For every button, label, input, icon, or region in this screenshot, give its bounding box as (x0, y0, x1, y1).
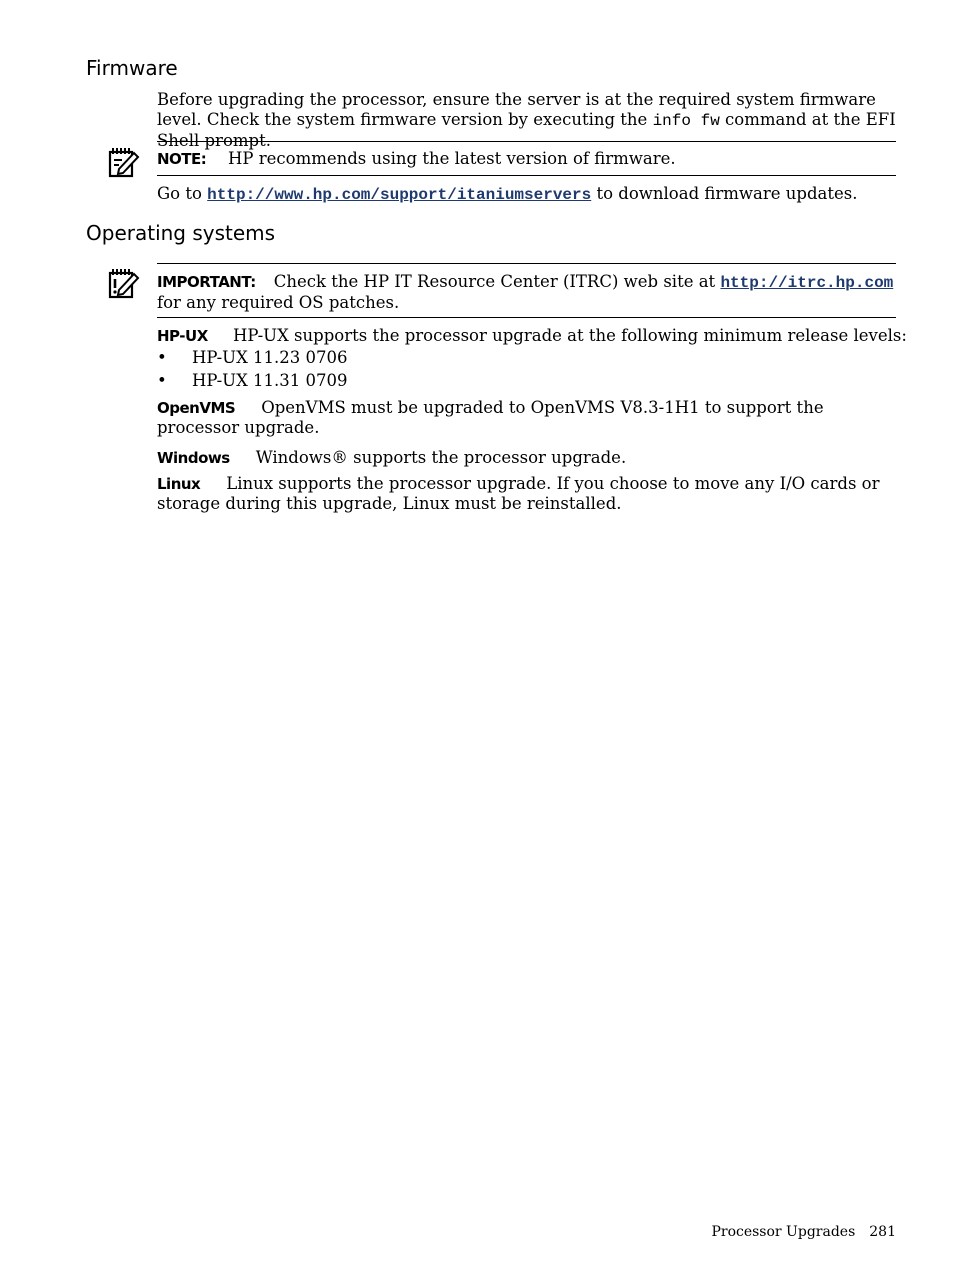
linux-paragraph (157, 474, 897, 514)
important-before: Check the HP IT Resource Center (ITRC) web site at (273, 272, 721, 291)
important-pad-icon (107, 266, 141, 300)
windows-text: Windows® supports the processor upgrade. (255, 448, 627, 467)
firmware-intro-before: Before upgrading the processor, ensure the server is at the required system firmware level. Check the system firmware version by executing the (157, 90, 876, 129)
linux-label: Linux (157, 475, 201, 493)
hpux-bullet-1: • (157, 348, 167, 367)
os-heading: Operating systems (86, 221, 276, 245)
note-text: HP recommends using the latest version of firmware. (228, 149, 676, 168)
linux-text: Linux supports the processor upgrade. If you choose to move any I/O cards or storage during this upgrade, Linux must be reinstalled. (157, 474, 880, 513)
goto-after: to download firmware updates. (591, 184, 858, 203)
hpux-item-1: HP-UX 11.23 0706 (192, 348, 348, 367)
windows-paragraph (157, 448, 897, 468)
note-pad-icon (107, 145, 141, 179)
hp-support-link[interactable]: http://www.hp.com/support/itaniumservers (207, 186, 592, 204)
important-top-rule (157, 263, 896, 264)
info-fw-command: info fw (652, 112, 720, 130)
itrc-link[interactable]: http://itrc.hp.com (720, 274, 894, 292)
note-label: NOTE: (157, 150, 207, 168)
goto-before: Go to (157, 184, 208, 203)
page-number: 281 (869, 1224, 896, 1240)
firmware-goto (157, 184, 897, 205)
hpux-text: HP-UX supports the processor upgrade at the following minimum release levels: (233, 326, 907, 345)
page-footer (711, 1222, 896, 1242)
openvms-paragraph (157, 398, 897, 438)
hpux-bullet-2: • (157, 371, 167, 390)
firmware-intro-after: command at the EFI Shell prompt. (157, 110, 896, 150)
note-top-rule (157, 141, 896, 142)
firmware-heading: Firmware (86, 56, 178, 80)
hpux-label (157, 326, 208, 346)
important-callout (157, 272, 897, 313)
footer-section: Processor Upgrades (711, 1224, 856, 1240)
important-label: IMPORTANT: (157, 273, 256, 291)
openvms-label: OpenVMS (157, 399, 236, 417)
hpux-label-text: HP-UX (157, 327, 208, 345)
openvms-text: OpenVMS must be upgraded to OpenVMS V8.3-1H1 to support the processor upgrade. (157, 398, 824, 437)
note-bottom-rule (157, 175, 896, 176)
note-callout (157, 149, 206, 169)
hpux-item-2: HP-UX 11.31 0709 (192, 371, 348, 390)
windows-label: Windows (157, 449, 230, 467)
important-bottom-rule (157, 317, 896, 318)
important-after: for any required OS patches. (157, 293, 400, 312)
